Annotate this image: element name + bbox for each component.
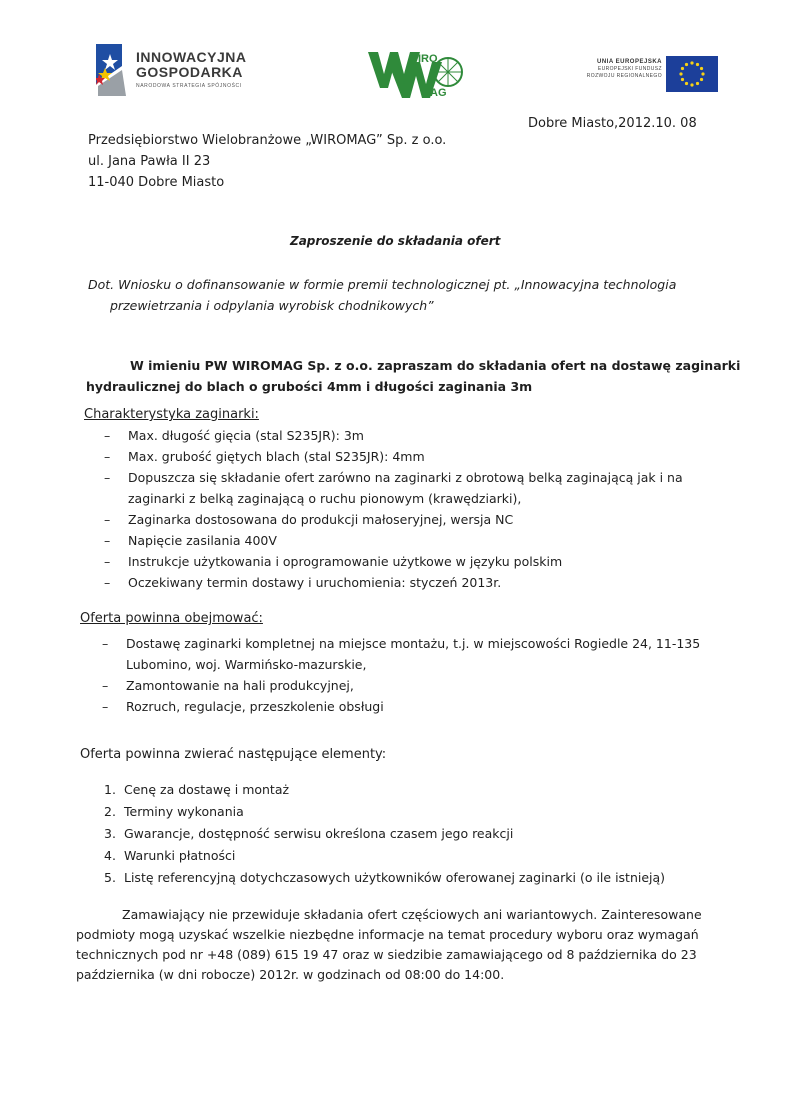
list-item: – Zaginarka dostosowana do produkcji małoseryjnej, wersja NC [84,509,683,530]
unia-europejska-logo [572,56,720,96]
invitation-intro [86,355,740,397]
list-item: – Dopuszcza się składanie ofert zarówno na zaginarki z obrotową belką zaginającą jak i na [84,467,683,488]
document-title: Zaproszenie do składania ofert [290,234,501,248]
list-item: 3. Gwarancje, dostępność serwisu określona czasem jego reakcji [104,826,514,841]
eu-star-icon [696,63,699,66]
offer-elements-heading: Oferta powinna zwierać następujące elementy: [80,747,387,762]
closing-line-3: technicznych pod nr +48 (089) 615 19 47 oraz w siedzibie zamawiającego od 8 października do 23 [76,947,697,962]
wiromag-logo-icon [368,48,464,102]
closing-line-1: Zamawiający nie przewiduje składania ofert częściowych ani wariantowych. Zainteresowane [122,907,702,922]
logo-text-gospodarka: GOSPODARKA [136,64,243,80]
dash-bullet: – [104,554,111,569]
ue-text-unia: UNIA EUROPEJSKA [597,59,662,65]
list-item-continuation: zaginarki z belką zaginającą o ruchu pionowym (krawędziarki), [128,491,522,506]
eu-star-icon [700,67,703,70]
list-item: 1. Cenę za dostawę i montaż [104,782,290,797]
characteristics-heading: Charakterystyka zaginarki: [84,407,259,422]
subject-line-2: przewietrzania i odpylania wyrobisk chodnikowych” [110,298,434,313]
list-item: – Max. grubość giętych blach (stal S235JR): 4mm [84,446,683,467]
list-item: – Zamontowanie na hali produkcyjnej, [82,675,700,696]
list-item: 5. Listę referencyjną dotychczasowych użytkowników oferowanej zaginarki (o ile istnieją) [104,870,666,885]
offer-scope-heading: Oferta powinna obejmować: [80,611,263,626]
eu-star-icon [679,72,682,75]
wiromag-logo [368,48,464,102]
eu-star-icon [701,72,704,75]
list-item: – Rozruch, regulacje, przeszkolenie obsługi [82,696,700,717]
intro-line-2: hydraulicznej do blach o grubości 4mm i długości zaginania 3m [86,379,533,394]
list-item: 4. Warunki płatności [104,848,236,863]
dash-bullet: – [104,575,111,590]
eu-star-icon [685,63,688,66]
intro-line-1: W imieniu PW WIROMAG Sp. z o.o. zapraszam do składania ofert na dostawę zaginarki [130,358,741,373]
characteristics-list [84,425,683,593]
ue-text-rozwoju: ROZWOJU REGIONALNEGO [586,73,662,79]
offer-scope-list [82,633,700,717]
sender-city: 11-040 Dobre Miasto [88,175,225,190]
document-date: Dobre Miasto,2012.10. 08 [528,116,697,131]
list-item: – Napięcie zasilania 400V [84,530,683,551]
eu-star-icon [700,78,703,81]
eu-star-icon [690,83,693,86]
offer-elements-list [104,779,665,889]
sender-address [88,130,446,193]
dash-bullet: – [104,428,111,443]
subject-line-1: Dot. Wniosku o dofinansowanie w formie premii technologicznej pt. „Innowacyjna technologia [88,277,677,292]
dash-bullet: – [102,699,109,714]
innowacyjna-gospodarka-logo [96,44,266,100]
eu-star-icon [685,82,688,85]
eu-star-icon [696,82,699,85]
logo-text-innowacyjna: INNOWACYJNA [136,49,247,65]
sender-street: ul. Jana Pawła II 23 [88,154,211,169]
list-item: – Instrukcje użytkowania i oprogramowanie użytkowe w języku polskim [84,551,683,572]
eu-star-icon [681,67,684,70]
dash-bullet: – [104,449,111,464]
ue-text-fundusz: EUROPEJSKI FUNDUSZ [597,66,662,72]
subject-reference [88,274,676,316]
list-item: – Max. długość gięcia (stal S235JR): 3m [84,425,683,446]
dash-bullet: – [102,636,109,651]
eu-star-icon [690,61,693,64]
closing-line-4: października (w dni robocze) 2012r. w godzinach od 08:00 do 14:00. [76,967,505,982]
dash-bullet: – [104,512,111,527]
dash-bullet: – [104,470,111,485]
closing-line-2: podmioty mogą uzyskać wszelkie niezbędne informacje na temat procedury wyboru oraz wymagań [76,927,699,942]
wiromag-logo-text-top: IRO [418,53,438,65]
list-item: – Oczekiwany termin dostawy i uruchomienia: styczeń 2013r. [84,572,683,593]
list-item: – Dostawę zaginarki kompletnej na miejsce montażu, t.j. w miejscowości Rogiedle 24, 11-135 [82,633,700,654]
sender-company: Przedsiębiorstwo Wielobranżowe „WIROMAG” Sp. z o.o. [88,133,447,148]
dash-bullet: – [104,533,111,548]
logo-text-strategia: NARODOWA STRATEGIA SPÓJNOŚCI [136,83,242,89]
eu-flag-icon [666,56,718,92]
wiromag-logo-text-bottom: AG [430,87,447,99]
list-item-continuation: Lubomino, woj. Warmińsko-mazurskie, [126,657,367,672]
closing-paragraph [76,905,702,985]
dash-bullet: – [102,678,109,693]
list-item: 2. Terminy wykonania [104,804,244,819]
innowacyjna-gospodarka-mark-icon [96,44,128,96]
eu-star-icon [681,78,684,81]
